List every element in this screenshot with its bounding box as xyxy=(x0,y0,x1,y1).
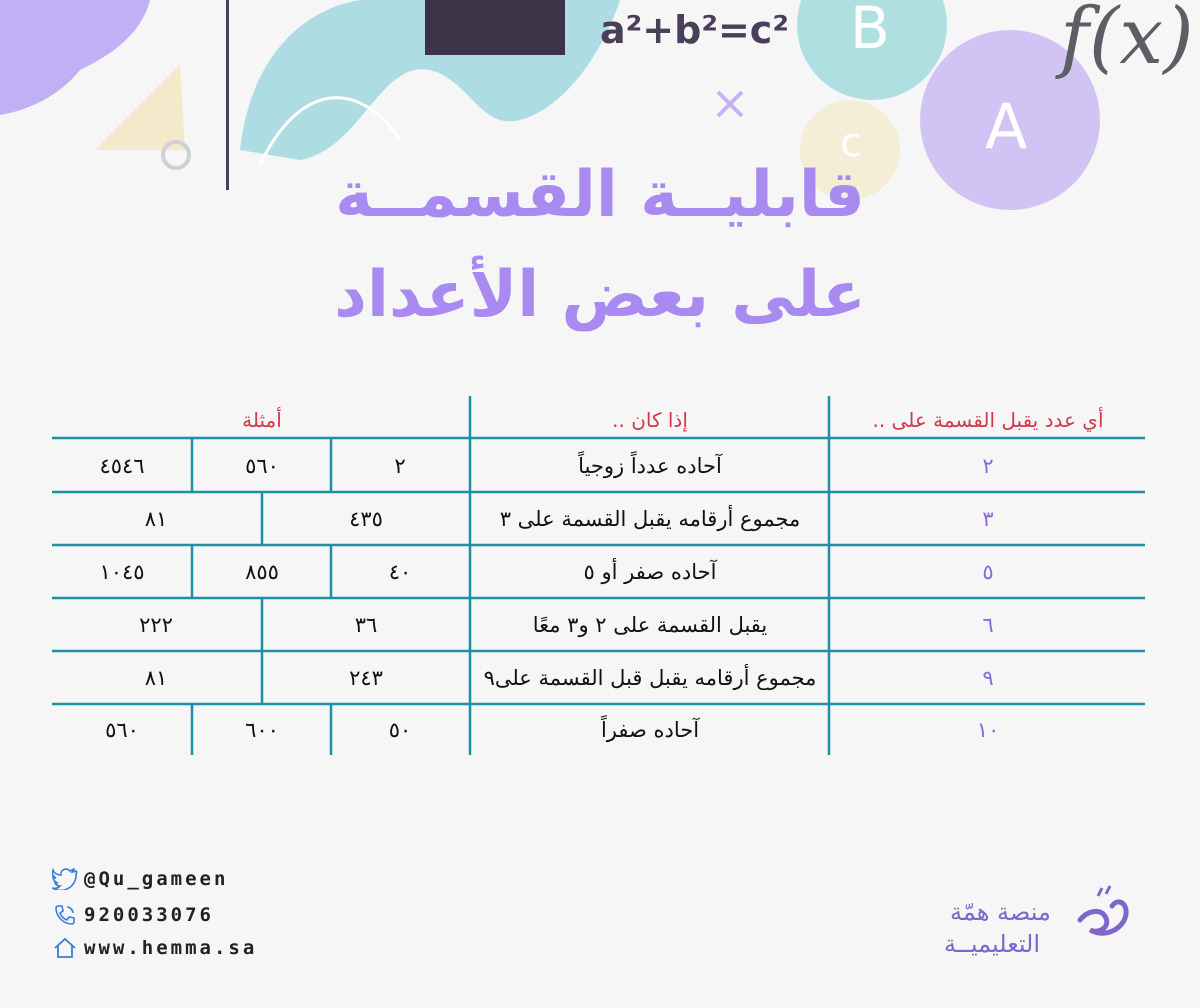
row-2-example-1: ٤٣٥ xyxy=(349,507,383,531)
decor-letter-a: A xyxy=(985,90,1028,163)
row-2-number: ٣ xyxy=(982,507,994,531)
decor-letter-b: B xyxy=(850,0,890,62)
header-examples: أمثلة xyxy=(242,408,282,432)
decor-letter-c: c xyxy=(840,120,862,166)
phone-icon xyxy=(52,903,78,927)
row-4-condition: يقبل القسمة على ٢ و٣ معًا xyxy=(532,613,768,637)
decor-function: f(x) xyxy=(1060,0,1194,82)
row-4-example-1: ٣٦ xyxy=(354,613,378,637)
row-3-condition: آحاده صفر أو ٥ xyxy=(583,560,717,584)
row-3-example-1: ٤٠ xyxy=(388,560,412,584)
row-3-example-2: ٨٥٥ xyxy=(245,560,279,584)
row-3-example-3: ١٠٤٥ xyxy=(99,560,145,584)
row-1-example-2: ٥٦٠ xyxy=(245,454,279,478)
row-2-condition: مجموع أرقامه يقبل القسمة على ٣ xyxy=(499,507,801,531)
twitter-icon xyxy=(52,868,78,890)
twitter-contact[interactable] xyxy=(52,868,228,890)
page-title-line2: على بعض الأعداد xyxy=(334,258,866,332)
row-4-number: ٦ xyxy=(982,613,994,637)
header-number: أي عدد يقبل القسمة على .. xyxy=(872,408,1104,432)
row-1-number: ٢ xyxy=(982,454,994,478)
row-6-condition: آحاده صفراً xyxy=(600,718,700,742)
brand-mark-icon xyxy=(1068,880,1138,950)
home-icon xyxy=(52,937,78,959)
decor-formula: a²+b²=c² xyxy=(600,8,789,52)
website-contact[interactable] xyxy=(52,937,257,959)
row-5-example-1: ٢٤٣ xyxy=(349,666,383,690)
row-2-example-2: ٨١ xyxy=(144,507,168,531)
row-1-condition: آحاده عدداً زوجياً xyxy=(578,454,722,478)
row-1-example-3: ٤٥٤٦ xyxy=(99,454,145,478)
header-condition: إذا كان .. xyxy=(612,408,688,432)
row-3-number: ٥ xyxy=(982,560,994,584)
row-4-example-2: ٢٢٢ xyxy=(139,613,173,637)
row-5-number: ٩ xyxy=(982,666,994,690)
row-5-example-2: ٨١ xyxy=(144,666,168,690)
row-6-number: ١٠ xyxy=(976,718,1000,742)
brand-logo xyxy=(936,898,1136,968)
brand-line2: التعليميــة xyxy=(944,930,1041,958)
brand-line1: منصة همّة xyxy=(950,898,1051,926)
twitter-handle: @Qu_gameen xyxy=(84,868,229,890)
row-6-example-2: ٦٠٠ xyxy=(245,718,279,742)
row-6-example-3: ٥٦٠ xyxy=(105,718,139,742)
row-1-example-1: ٢ xyxy=(394,454,406,478)
website-url: www.hemma.sa xyxy=(84,937,258,959)
row-6-example-1: ٥٠ xyxy=(388,718,412,742)
row-5-condition: مجموع أرقامه يقبل قبل القسمة على٩ xyxy=(483,666,817,690)
page-title-line1: قابليــة القسمــة xyxy=(335,158,865,232)
phone-contact[interactable] xyxy=(52,903,214,927)
phone-number: 920033076 xyxy=(84,904,214,926)
